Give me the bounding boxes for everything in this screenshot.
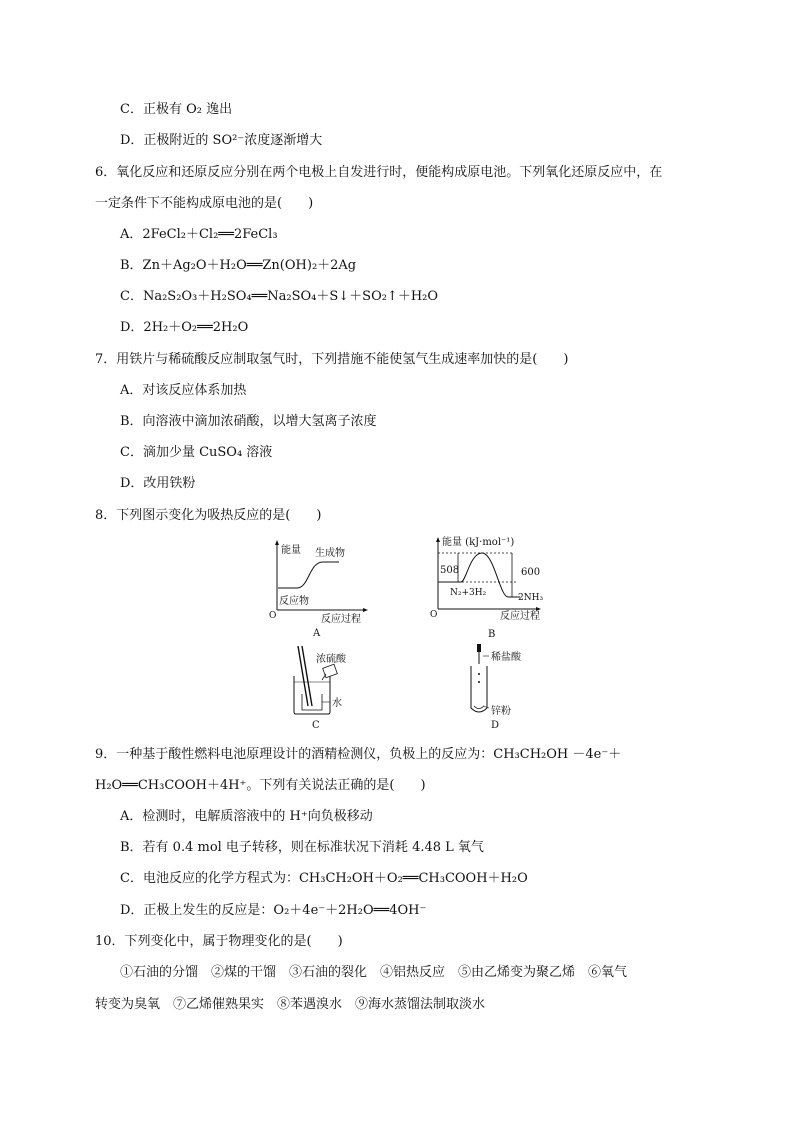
question-10-stem: 10．下列变化中，属于物理变化的是( ) — [95, 934, 343, 949]
line-5d: D．正极附近的 SO²⁻浓度逐渐增大 — [120, 133, 323, 148]
figure-b-ylabel: 能量 (kJ·mol⁻¹) — [442, 537, 515, 548]
question-9-stem: 9．一种基于酸性燃料电池原理设计的酒精检测仪，负极上的反应为：CH₃CH₂OH －4e⁻＋ — [95, 747, 622, 762]
figure-b-reactant-label: N₂+3H₂ — [450, 588, 487, 598]
figure-b-value-600: 600 — [521, 567, 541, 578]
figure-a — [265, 538, 375, 640]
figure-b-product-label: 2NH₃ — [518, 593, 544, 603]
figure-c-caption: C — [312, 720, 320, 731]
figure-a-xlabel: 反应过程 — [321, 614, 361, 625]
question-9-stem-cont: H₂O══CH₃COOH＋4H⁺。下列有关说法正确的是( ) — [95, 778, 426, 793]
figure-c-water-label: 水 — [332, 698, 342, 709]
figure-b-xlabel: 反应过程 — [500, 611, 540, 622]
option-7a: A．对该反应体系加热 — [120, 383, 247, 398]
figure-c — [288, 642, 368, 732]
line-5c: C．正极有 O₂ 逸出 — [120, 102, 233, 117]
figure-a-product-label: 生成物 — [315, 548, 345, 559]
figure-b — [428, 535, 553, 640]
figure-d-zinc-label: 锌粉 — [491, 706, 511, 717]
option-9a: A．检测时，电解质溶液中的 H⁺向负极移动 — [120, 809, 373, 824]
option-7b: B．向溶液中滴加浓硝酸，以增大氢离子浓度 — [120, 414, 377, 429]
option-9d: D．正极上发生的反应是：O₂＋4e⁻＋2H₂O══4OH⁻ — [120, 903, 427, 918]
figure-d — [465, 642, 545, 732]
figure-a-reactant-label: 反应物 — [279, 596, 309, 607]
figure-a-ylabel: 能量 — [281, 545, 301, 556]
question-6-stem: 6．氧化反应和还原反应分别在两个电极上自发进行时，便能构成原电池。下列氧化还原反应中，在 — [95, 165, 663, 180]
option-7d: D．改用铁粉 — [120, 476, 196, 491]
question-6-stem-cont: 一定条件下不能构成原电池的是( ) — [95, 196, 314, 211]
option-6a: A．2FeCl₂＋Cl₂══2FeCl₃ — [120, 227, 278, 242]
figure-a-origin: O — [269, 611, 277, 621]
figure-b-value-508: 508 — [440, 565, 460, 576]
figure-c-acid-label: 浓硫酸 — [316, 654, 346, 665]
figure-d-caption: D — [491, 720, 500, 731]
question-7-stem: 7．用铁片与稀硫酸反应制取氢气时，下列措施不能使氢气生成速率加快的是( ) — [95, 352, 569, 367]
question-8-stem: 8．下列图示变化为吸热反应的是( ) — [95, 508, 322, 523]
option-9c: C．电池反应的化学方程式为：CH₃CH₂OH＋O₂══CH₃COOH＋H₂O — [120, 871, 528, 886]
option-7c: C．滴加少量 CuSO₄ 溶液 — [120, 445, 273, 460]
figure-d-acid-label: 稀盐酸 — [491, 652, 521, 663]
figure-b-caption: B — [488, 629, 496, 640]
question-10-items: ①石油的分馏 ②煤的干馏 ③石油的裂化 ④铝热反应 ⑤由乙烯变为聚乙烯 ⑥氧气 — [120, 965, 628, 980]
question-10-items-cont: 转变为臭氧 ⑦乙烯催熟果实 ⑧苯遇溴水 ⑨海水蒸馏法制取淡水 — [95, 997, 486, 1012]
figure-a-caption: A — [313, 628, 321, 639]
option-6b: B．Zn＋Ag₂O＋H₂O══Zn(OH)₂＋2Ag — [120, 258, 357, 273]
option-6d: D．2H₂＋O₂══2H₂O — [120, 320, 249, 335]
option-6c: C．Na₂S₂O₃＋H₂SO₄══Na₂SO₄＋S↓＋SO₂↑＋H₂O — [120, 289, 439, 304]
option-9b: B．若有 0.4 mol 电子转移，则在标准状况下消耗 4.48 L 氧气 — [120, 840, 484, 855]
figure-b-origin: O — [430, 610, 438, 620]
